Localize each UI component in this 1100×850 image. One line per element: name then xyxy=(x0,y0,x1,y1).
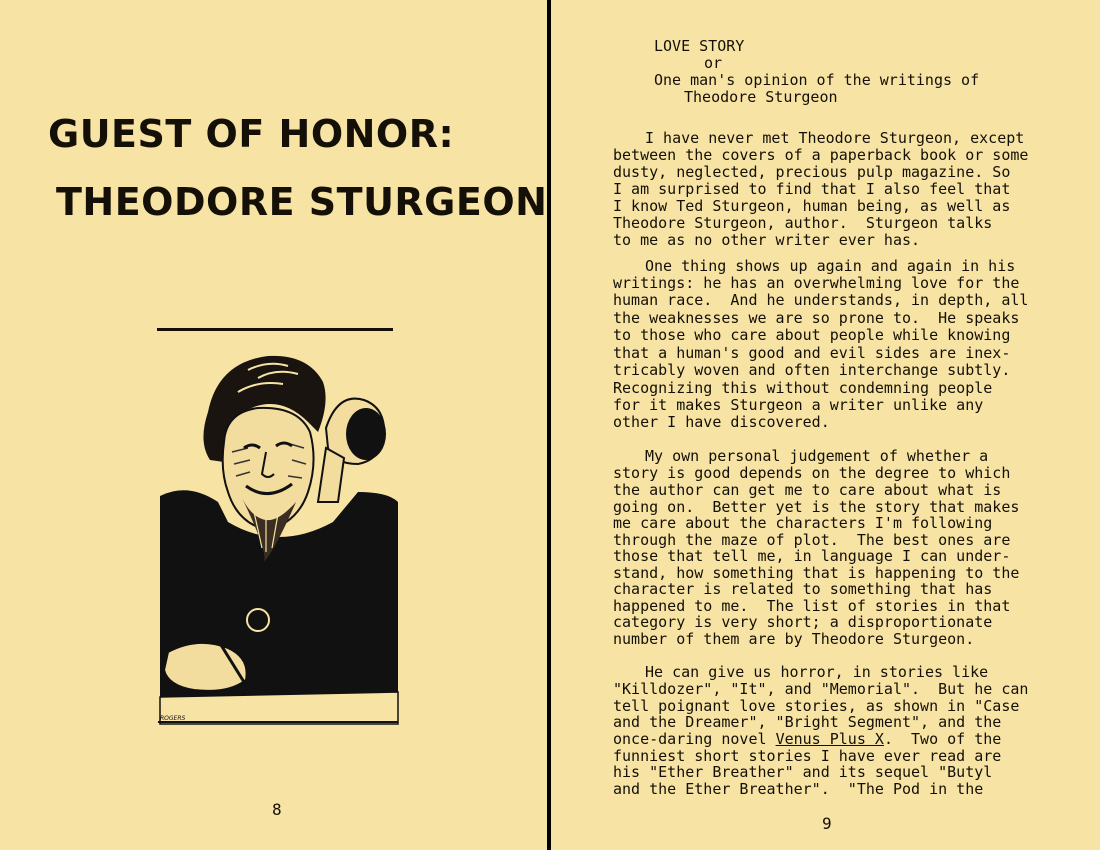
text-line: stand, how something that is happening to the xyxy=(613,564,1020,582)
text-fragment: once-daring novel xyxy=(613,730,776,748)
left-page xyxy=(0,0,547,850)
text-line: I know Ted Sturgeon, human being, as well as xyxy=(613,197,1011,215)
text-line: Theodore Sturgeon, author. Sturgeon talks xyxy=(613,214,993,232)
text-line: for it makes Sturgeon a writer unlike any xyxy=(613,396,984,414)
text-line: number of them are by Theodore Sturgeon. xyxy=(613,630,975,648)
divider-rule xyxy=(157,328,393,331)
text-line: me care about the characters I'm following xyxy=(613,514,993,532)
page-number-left: 8 xyxy=(272,800,282,819)
text-line: and the Ether Breather". "The Pod in the xyxy=(613,780,984,798)
text-fragment: . Two of the xyxy=(883,730,1002,748)
article-title-or: or xyxy=(704,54,723,72)
text-line: Recognizing this without condemning people xyxy=(613,379,993,397)
artist-signature: ROGERS xyxy=(160,715,186,722)
text-line: category is very short; a disproportionate xyxy=(613,613,993,631)
text-line: human race. And he understands, in depth, all xyxy=(613,291,1029,309)
text-line: One thing shows up again and again in his xyxy=(645,257,1016,275)
text-line: tell poignant love stories, as shown in "Case xyxy=(613,697,1020,715)
text-line: through the maze of plot. The best ones are xyxy=(613,531,1011,549)
text-line: story is good depends on the degree to which xyxy=(613,464,1011,482)
text-line: writings: he has an overwhelming love for the xyxy=(613,274,1020,292)
guest-of-honor-heading: GUEST OF HONOR: xyxy=(48,112,455,156)
article-subtitle-name: Theodore Sturgeon xyxy=(684,88,838,106)
text-line: My own personal judgement of whether a xyxy=(645,447,989,465)
text-line: to those who care about people while knowing xyxy=(613,326,1011,344)
text-line: He can give us horror, in stories like xyxy=(645,663,989,681)
text-line: the author can get me to care about what is xyxy=(613,481,1002,499)
text-line: those that tell me, in language I can under- xyxy=(613,547,1011,565)
text-line: character is related to something that has xyxy=(613,580,993,598)
right-page xyxy=(551,0,1100,850)
text-line: between the covers of a paperback book or some xyxy=(613,146,1029,164)
text-line: his "Ether Breather" and its sequel "Butyl xyxy=(613,763,993,781)
novel-title-underlined: Venus Plus X xyxy=(775,730,884,748)
text-line: going on. Better yet is the story that makes xyxy=(613,498,1020,516)
text-line: happened to me. The list of stories in that xyxy=(613,597,1011,615)
text-line: I have never met Theodore Sturgeon, except xyxy=(645,129,1025,147)
text-line: the weaknesses we are so prone to. He speaks xyxy=(613,309,1020,327)
text-line: funniest short stories I have ever read are xyxy=(613,747,1002,765)
text-line: tricably woven and often interchange subtly. xyxy=(613,361,1011,379)
text-line: other I have discovered. xyxy=(613,413,830,431)
guest-name-heading: THEODORE STURGEON xyxy=(56,180,547,224)
text-line xyxy=(613,731,1001,747)
article-title: LOVE STORY xyxy=(654,37,745,55)
text-line: and the Dreamer", "Bright Segment", and the xyxy=(613,713,1002,731)
sturgeon-portrait-illustration xyxy=(158,352,400,728)
text-line: dusty, neglected, precious pulp magazine. So xyxy=(613,163,1011,181)
page-number-right: 9 xyxy=(822,814,832,833)
article-subtitle: One man's opinion of the writings of xyxy=(654,71,980,89)
text-line: I am surprised to find that I also feel that xyxy=(613,180,1011,198)
text-line: to me as no other writer ever has. xyxy=(613,231,921,249)
text-line: "Killdozer", "It", and "Memorial". But he can xyxy=(613,680,1029,698)
text-line: that a human's good and evil sides are inex- xyxy=(613,344,1011,362)
